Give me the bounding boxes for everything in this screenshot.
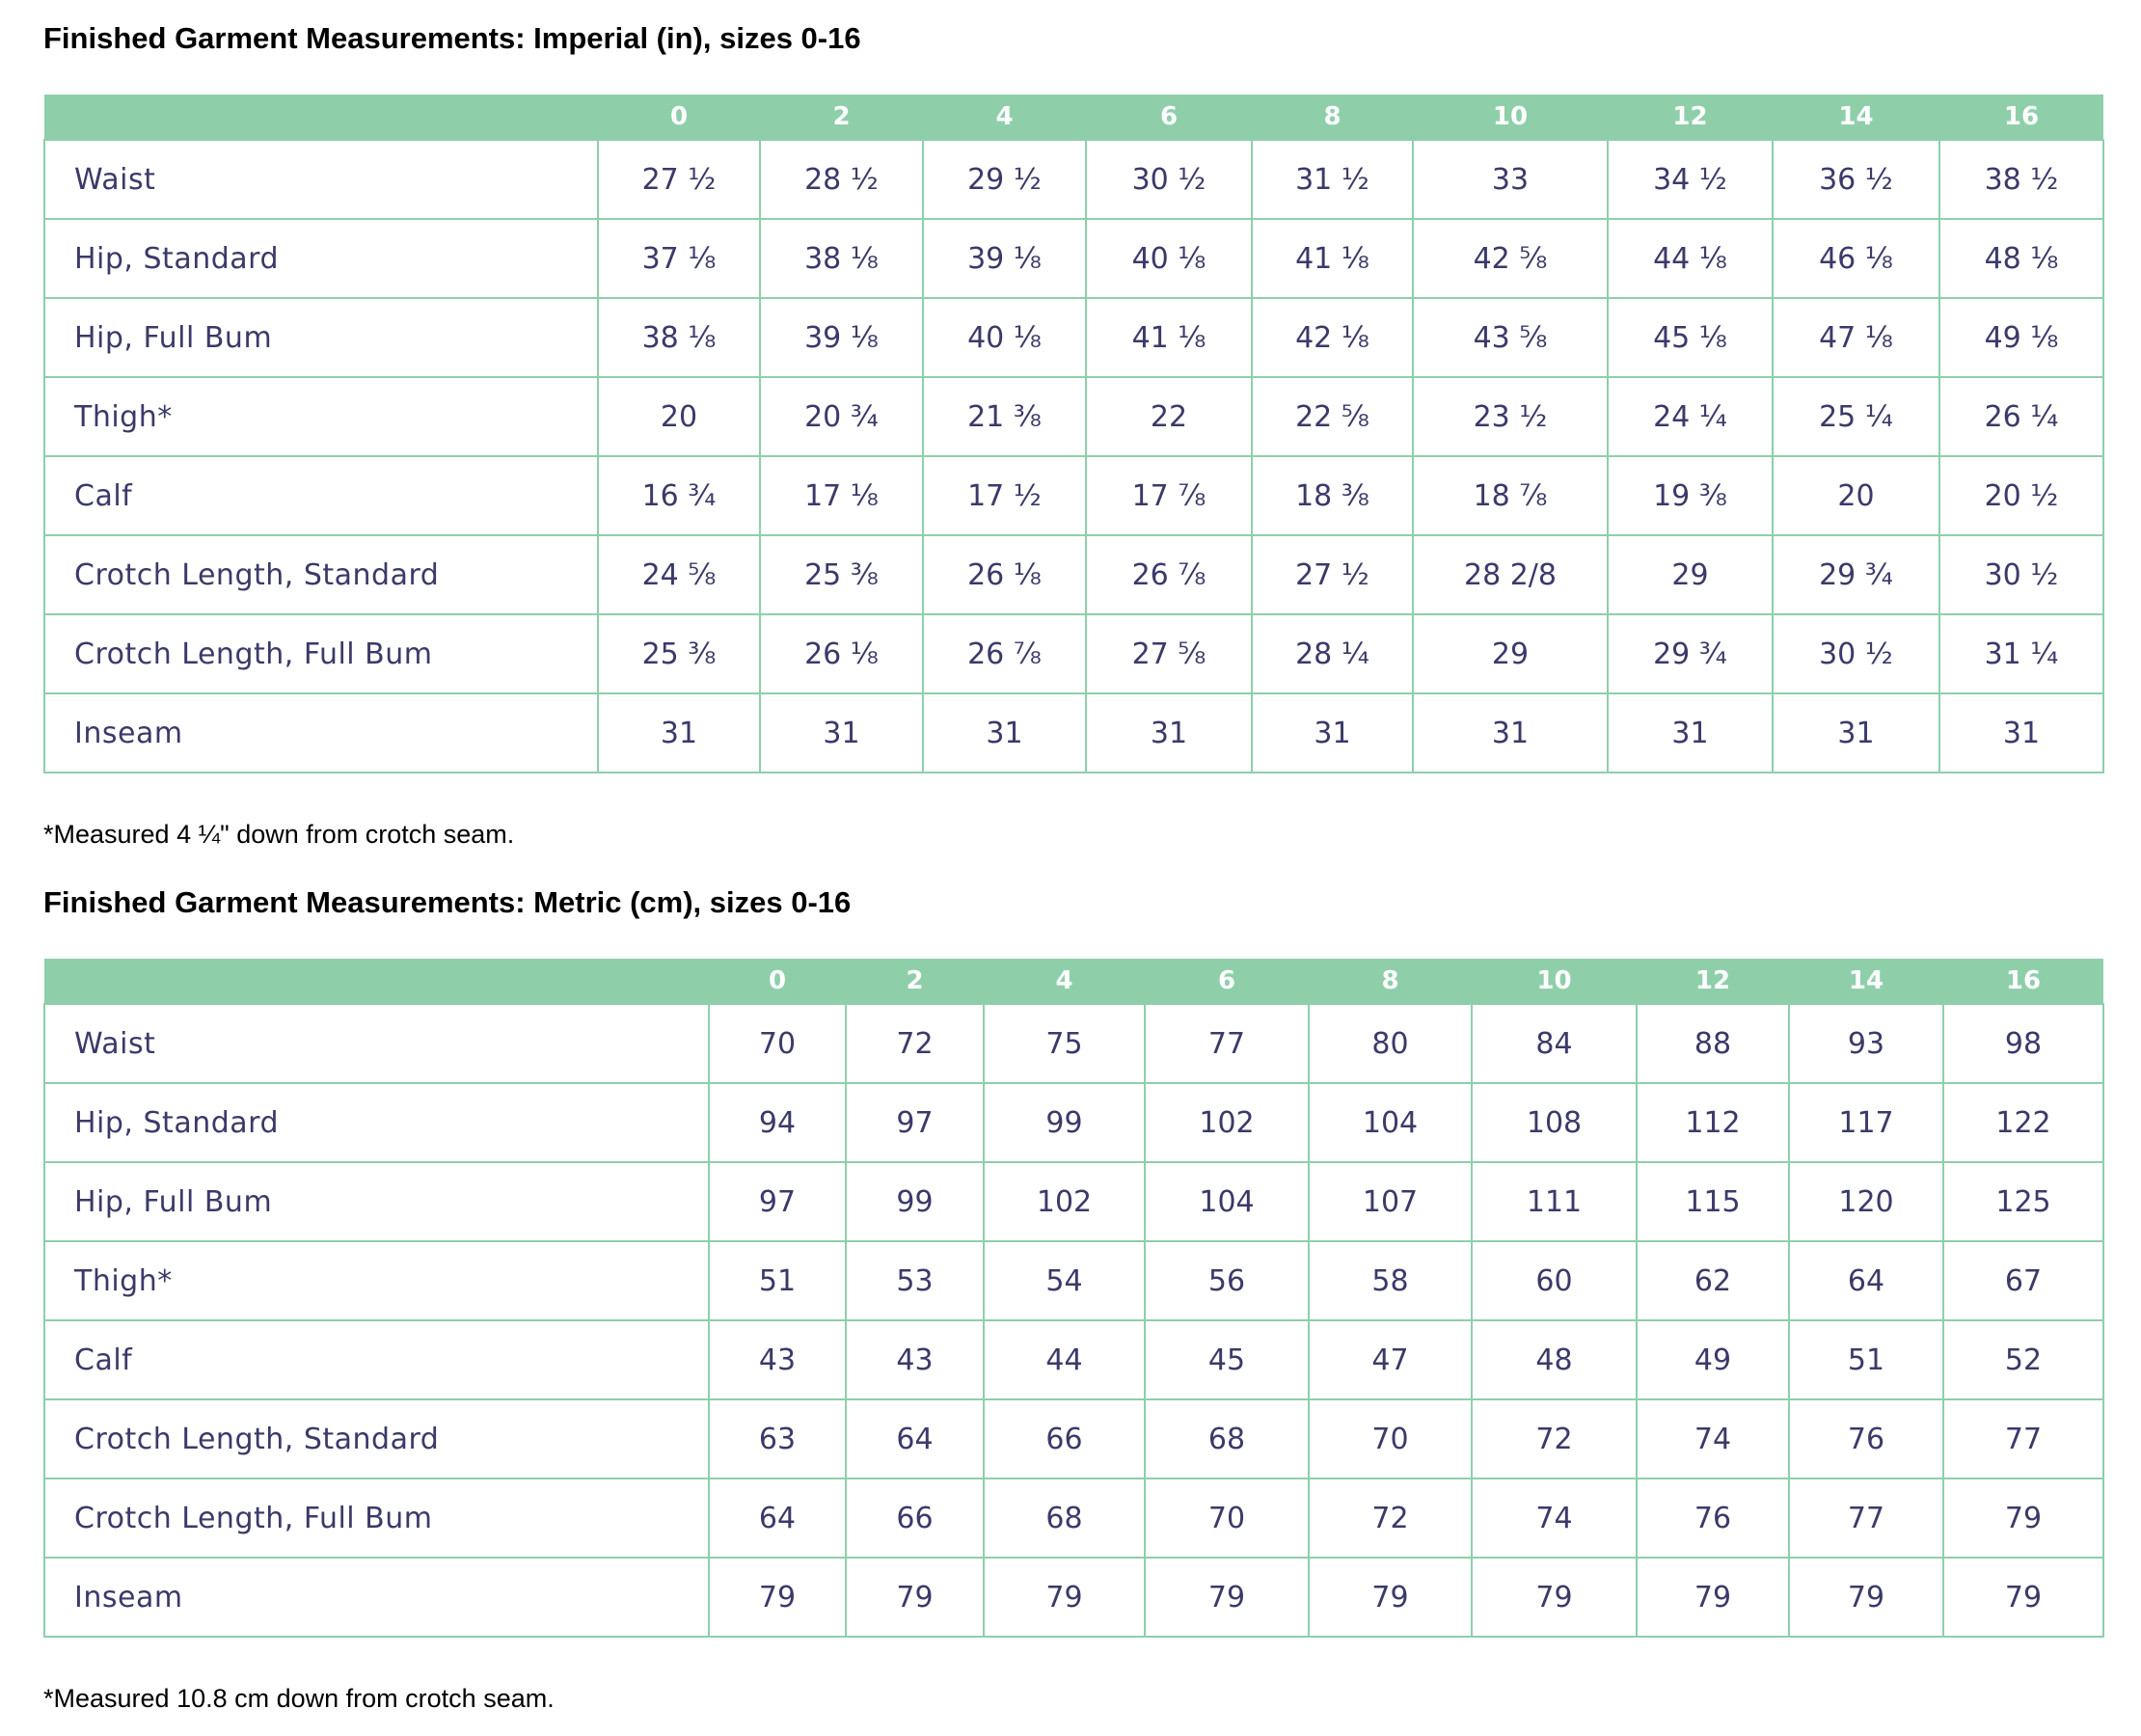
header-label-cell — [44, 95, 598, 140]
measurement-cell: 64 — [709, 1478, 846, 1558]
measurement-cell: 31 — [1086, 693, 1252, 773]
row-label-cell: Hip, Standard — [44, 1083, 709, 1162]
size-header-cell: 2 — [760, 95, 923, 140]
size-header-cell: 8 — [1309, 959, 1472, 1004]
size-header-cell: 6 — [1145, 959, 1309, 1004]
measurement-cell: 20 — [598, 377, 760, 456]
measurement-cell: 30 ½ — [1086, 140, 1252, 219]
measurement-cell: 79 — [1309, 1558, 1472, 1637]
measurement-cell: 58 — [1309, 1241, 1472, 1320]
measurement-cell: 22 ⅝ — [1252, 377, 1413, 456]
measurement-cell: 40 ⅛ — [923, 298, 1086, 377]
measurement-cell: 29 ¾ — [1608, 614, 1773, 693]
measurement-cell: 60 — [1472, 1241, 1637, 1320]
measurement-cell: 29 — [1608, 535, 1773, 614]
table-row — [44, 1083, 2103, 1162]
measurement-cell: 26 ¼ — [1939, 377, 2103, 456]
metric-table-body — [44, 1004, 2103, 1637]
table-row — [44, 1162, 2103, 1241]
imperial-table-body — [44, 140, 2103, 773]
measurement-cell: 63 — [709, 1399, 846, 1478]
row-label-cell: Crotch Length, Full Bum — [44, 1478, 709, 1558]
size-header-cell: 16 — [1943, 959, 2103, 1004]
measurement-cell: 22 — [1086, 377, 1252, 456]
measurement-cell: 31 — [598, 693, 760, 773]
measurement-cell: 31 ¼ — [1939, 614, 2103, 693]
size-header-cell: 0 — [598, 95, 760, 140]
measurement-cell: 97 — [846, 1083, 984, 1162]
metric-footnote: *Measured 10.8 cm down from crotch seam. — [43, 1684, 555, 1713]
measurement-cell: 42 ⅛ — [1252, 298, 1413, 377]
row-label-cell: Crotch Length, Standard — [44, 535, 598, 614]
measurement-cell: 84 — [1472, 1004, 1637, 1083]
measurement-cell: 75 — [984, 1004, 1145, 1083]
measurement-cell: 74 — [1637, 1399, 1789, 1478]
table-row — [44, 535, 2103, 614]
table-row — [44, 1320, 2103, 1399]
measurement-cell: 46 ⅛ — [1773, 219, 1939, 298]
measurement-cell: 79 — [1943, 1478, 2103, 1558]
measurement-cell: 43 — [709, 1320, 846, 1399]
row-label-cell: Inseam — [44, 1558, 709, 1637]
measurement-cell: 17 ⅞ — [1086, 456, 1252, 535]
measurement-cell: 99 — [846, 1162, 984, 1241]
measurement-cell: 98 — [1943, 1004, 2103, 1083]
table-row — [44, 1004, 2103, 1083]
measurement-cell: 72 — [1309, 1478, 1472, 1558]
size-header-cell: 2 — [846, 959, 984, 1004]
measurement-cell: 31 — [1413, 693, 1608, 773]
measurement-cell: 68 — [1145, 1399, 1309, 1478]
row-label-cell: Crotch Length, Full Bum — [44, 614, 598, 693]
measurement-cell: 16 ¾ — [598, 456, 760, 535]
size-header-cell: 14 — [1773, 95, 1939, 140]
measurement-cell: 51 — [709, 1241, 846, 1320]
measurement-cell: 26 ⅛ — [760, 614, 923, 693]
size-header-cell: 0 — [709, 959, 846, 1004]
measurement-cell: 104 — [1145, 1162, 1309, 1241]
measurement-cell: 31 — [760, 693, 923, 773]
measurement-cell: 125 — [1943, 1162, 2103, 1241]
size-header-cell: 8 — [1252, 95, 1413, 140]
row-label-cell: Inseam — [44, 693, 598, 773]
row-label-cell: Crotch Length, Standard — [44, 1399, 709, 1478]
table-row — [44, 298, 2103, 377]
measurement-cell: 24 ⅝ — [598, 535, 760, 614]
measurement-cell: 49 — [1637, 1320, 1789, 1399]
measurement-cell: 70 — [709, 1004, 846, 1083]
measurement-cell: 42 ⅝ — [1413, 219, 1608, 298]
measurement-cell: 54 — [984, 1241, 1145, 1320]
measurement-cell: 48 ⅛ — [1939, 219, 2103, 298]
measurement-cell: 20 ¾ — [760, 377, 923, 456]
measurement-cell: 77 — [1943, 1399, 2103, 1478]
measurement-cell: 18 ⅜ — [1252, 456, 1413, 535]
table-row — [44, 219, 2103, 298]
measurement-cell: 31 — [1939, 693, 2103, 773]
measurement-cell: 27 ½ — [1252, 535, 1413, 614]
measurement-cell: 31 — [1608, 693, 1773, 773]
measurement-cell: 72 — [1472, 1399, 1637, 1478]
size-header-cell: 10 — [1472, 959, 1637, 1004]
measurement-cell: 45 ⅛ — [1608, 298, 1773, 377]
row-label-cell: Calf — [44, 1320, 709, 1399]
measurement-cell: 23 ½ — [1413, 377, 1608, 456]
row-label-cell: Calf — [44, 456, 598, 535]
measurement-cell: 47 — [1309, 1320, 1472, 1399]
measurement-cell: 27 ½ — [598, 140, 760, 219]
measurement-cell: 29 ¾ — [1773, 535, 1939, 614]
measurement-cell: 28 ½ — [760, 140, 923, 219]
row-label-cell: Hip, Full Bum — [44, 1162, 709, 1241]
measurement-cell: 97 — [709, 1162, 846, 1241]
table-row — [44, 1399, 2103, 1478]
measurement-cell: 43 — [846, 1320, 984, 1399]
size-header-cell: 4 — [923, 95, 1086, 140]
table-row — [44, 614, 2103, 693]
measurement-cell: 102 — [984, 1162, 1145, 1241]
size-header-cell: 10 — [1413, 95, 1608, 140]
measurement-cell: 28 2/8 — [1413, 535, 1608, 614]
measurement-cell: 70 — [1309, 1399, 1472, 1478]
size-header-cell: 4 — [984, 959, 1145, 1004]
measurement-cell: 49 ⅛ — [1939, 298, 2103, 377]
measurement-cell: 39 ⅛ — [923, 219, 1086, 298]
measurement-cell: 117 — [1789, 1083, 1943, 1162]
measurement-cell: 27 ⅝ — [1086, 614, 1252, 693]
measurement-cell: 41 ⅛ — [1086, 298, 1252, 377]
measurement-cell: 107 — [1309, 1162, 1472, 1241]
measurement-cell: 33 — [1413, 140, 1608, 219]
measurement-cell: 31 ½ — [1252, 140, 1413, 219]
measurement-cell: 122 — [1943, 1083, 2103, 1162]
measurement-cell: 25 ⅜ — [760, 535, 923, 614]
table-row — [44, 456, 2103, 535]
measurement-cell: 111 — [1472, 1162, 1637, 1241]
imperial-footnote: *Measured 4 ¼" down from crotch seam. — [43, 820, 515, 849]
size-header-cell: 6 — [1086, 95, 1252, 140]
size-header-cell: 16 — [1939, 95, 2103, 140]
measurement-cell: 79 — [984, 1558, 1145, 1637]
measurement-cell: 102 — [1145, 1083, 1309, 1162]
measurement-cell: 76 — [1789, 1399, 1943, 1478]
row-label-cell: Waist — [44, 140, 598, 219]
imperial-table-title: Finished Garment Measurements: Imperial (in), sizes 0-16 — [43, 21, 861, 55]
table-row — [44, 140, 2103, 219]
measurement-cell: 28 ¼ — [1252, 614, 1413, 693]
measurement-cell: 44 — [984, 1320, 1145, 1399]
measurement-cell: 104 — [1309, 1083, 1472, 1162]
measurement-cell: 40 ⅛ — [1086, 219, 1252, 298]
measurement-cell: 17 ⅛ — [760, 456, 923, 535]
measurement-cell: 26 ⅞ — [1086, 535, 1252, 614]
measurement-cell: 44 ⅛ — [1608, 219, 1773, 298]
measurement-cell: 25 ⅜ — [598, 614, 760, 693]
measurement-cell: 47 ⅛ — [1773, 298, 1939, 377]
size-header-cell: 12 — [1637, 959, 1789, 1004]
row-label-cell: Thigh* — [44, 1241, 709, 1320]
measurement-cell: 79 — [1472, 1558, 1637, 1637]
measurement-cell: 48 — [1472, 1320, 1637, 1399]
measurement-cell: 43 ⅝ — [1413, 298, 1608, 377]
measurement-cell: 20 ½ — [1939, 456, 2103, 535]
measurement-cell: 79 — [1637, 1558, 1789, 1637]
measurement-cell: 79 — [1789, 1558, 1943, 1637]
measurement-cell: 30 ½ — [1773, 614, 1939, 693]
measurement-cell: 31 — [1252, 693, 1413, 773]
measurement-cell: 53 — [846, 1241, 984, 1320]
measurement-cell: 77 — [1789, 1478, 1943, 1558]
metric-table-title: Finished Garment Measurements: Metric (cm), sizes 0-16 — [43, 885, 852, 919]
measurement-cell: 38 ⅛ — [760, 219, 923, 298]
measurement-cell: 64 — [1789, 1241, 1943, 1320]
measurement-cell: 79 — [1145, 1558, 1309, 1637]
measurement-cell: 66 — [846, 1478, 984, 1558]
measurement-cell: 41 ⅛ — [1252, 219, 1413, 298]
measurement-cell: 115 — [1637, 1162, 1789, 1241]
measurement-cell: 29 — [1413, 614, 1608, 693]
measurement-cell: 72 — [846, 1004, 984, 1083]
measurement-cell: 67 — [1943, 1241, 2103, 1320]
measurement-cell: 36 ½ — [1773, 140, 1939, 219]
measurement-cell: 30 ½ — [1939, 535, 2103, 614]
measurement-cell: 76 — [1637, 1478, 1789, 1558]
measurement-cell: 77 — [1145, 1004, 1309, 1083]
row-label-cell: Hip, Full Bum — [44, 298, 598, 377]
measurement-cell: 79 — [709, 1558, 846, 1637]
measurement-cell: 51 — [1789, 1320, 1943, 1399]
measurement-cell: 37 ⅛ — [598, 219, 760, 298]
measurement-cell: 31 — [923, 693, 1086, 773]
measurement-cell: 26 ⅛ — [923, 535, 1086, 614]
measurement-cell: 24 ¼ — [1608, 377, 1773, 456]
measurement-cell: 17 ½ — [923, 456, 1086, 535]
table-row — [44, 1241, 2103, 1320]
measurement-cell: 34 ½ — [1608, 140, 1773, 219]
measurement-cell: 70 — [1145, 1478, 1309, 1558]
metric-header-row — [44, 959, 2103, 1004]
table-row — [44, 693, 2103, 773]
measurement-cell: 31 — [1773, 693, 1939, 773]
table-row — [44, 377, 2103, 456]
row-label-cell: Thigh* — [44, 377, 598, 456]
row-label-cell: Hip, Standard — [44, 219, 598, 298]
measurement-cell: 88 — [1637, 1004, 1789, 1083]
table-row — [44, 1478, 2103, 1558]
measurement-cell: 38 ½ — [1939, 140, 2103, 219]
table-row — [44, 1558, 2103, 1637]
measurement-cell: 45 — [1145, 1320, 1309, 1399]
measurement-cell: 66 — [984, 1399, 1145, 1478]
measurement-cell: 68 — [984, 1478, 1145, 1558]
measurement-cell: 94 — [709, 1083, 846, 1162]
size-header-cell: 12 — [1608, 95, 1773, 140]
measurement-cell: 112 — [1637, 1083, 1789, 1162]
measurement-cell: 26 ⅞ — [923, 614, 1086, 693]
measurement-cell: 38 ⅛ — [598, 298, 760, 377]
measurement-cell: 56 — [1145, 1241, 1309, 1320]
measurement-cell: 62 — [1637, 1241, 1789, 1320]
measurement-cell: 99 — [984, 1083, 1145, 1162]
measurement-cell: 19 ⅜ — [1608, 456, 1773, 535]
measurement-cell: 29 ½ — [923, 140, 1086, 219]
measurement-cell: 93 — [1789, 1004, 1943, 1083]
measurement-cell: 120 — [1789, 1162, 1943, 1241]
measurement-cell: 20 — [1773, 456, 1939, 535]
metric-measurements-table — [43, 959, 2104, 1638]
measurement-cell: 25 ¼ — [1773, 377, 1939, 456]
measurement-cell: 21 ⅜ — [923, 377, 1086, 456]
header-label-cell — [44, 959, 709, 1004]
measurement-cell: 74 — [1472, 1478, 1637, 1558]
size-header-cell: 14 — [1789, 959, 1943, 1004]
measurement-cell: 64 — [846, 1399, 984, 1478]
measurement-cell: 39 ⅛ — [760, 298, 923, 377]
imperial-header-row — [44, 95, 2103, 140]
measurement-cell: 79 — [846, 1558, 984, 1637]
measurement-cell: 52 — [1943, 1320, 2103, 1399]
measurement-cell: 108 — [1472, 1083, 1637, 1162]
row-label-cell: Waist — [44, 1004, 709, 1083]
measurement-cell: 18 ⅞ — [1413, 456, 1608, 535]
measurement-cell: 80 — [1309, 1004, 1472, 1083]
measurement-cell: 79 — [1943, 1558, 2103, 1637]
imperial-measurements-table — [43, 95, 2104, 773]
